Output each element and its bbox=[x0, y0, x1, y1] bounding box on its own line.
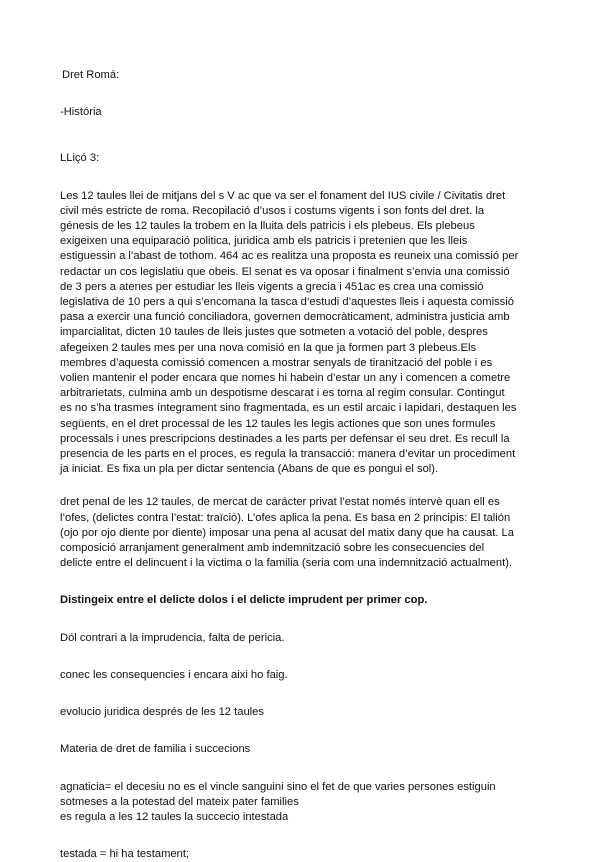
paragraph-line: (ojo por ojo diente por diente) imposar una pena al acusat del matix dany que ha causat. La bbox=[60, 526, 515, 539]
document-page bbox=[60, 68, 530, 862]
paragraph-agnaticia bbox=[60, 780, 530, 826]
paragraph-line: estiguessin a l’abast de tothom. 464 ac es realitza una proposta es reuneix una comissió per bbox=[60, 250, 519, 263]
paragraph-line: sotmeses a la potestad del mateix pater families bbox=[60, 795, 299, 808]
paragraph-line: es no s’ha trasmes íntegrament sino fragmentada, es un estil arcaic i lapidari, destaquen les bbox=[60, 402, 517, 415]
paragraph-line: següents, en el dret processal de les 12 taules les legis actiones que son unes formules bbox=[60, 417, 496, 430]
paragraph-line: génesis de les 12 taules la trobem en la lluita dels patricis i els plebeus. Els plebeus bbox=[60, 220, 475, 233]
paragraph-line: legislativa de 10 pers a qui s’encomana la tasca d’estudi d’aquestes lleis i aquesta comissió bbox=[60, 296, 514, 309]
paragraph-line: civil més estricte de roma. Recopilació d’usos i costums vigents i son fonts del dret. la bbox=[60, 204, 485, 217]
paragraph-line: imparcialitat, dicten 10 taules de lleis justes que sotmeten a votació del poble, despres bbox=[60, 326, 488, 339]
paragraph-line: pasa a exercir una funció conciliadora, governen democràticament, administra justicia amb bbox=[60, 311, 510, 324]
line-conec: conec les consequencies i encara aixi ho faig. bbox=[60, 668, 288, 681]
paragraph-line: agnaticia= el decesiu no es el vincle sanguini sino el fet de que varies persones estiguin bbox=[60, 780, 496, 793]
bold-heading: Distingeix entre el delicte dolos i el delicte imprudent per primer cop. bbox=[60, 594, 428, 607]
document-title: Dret Romá: bbox=[62, 69, 120, 81]
paragraph-line: ja iniciat. Es fixa un pla per dictar sentencia (Abans de que es pongui el sol). bbox=[60, 463, 439, 476]
paragraph-line: membres d’aquesta comissió comencen a mostrar senyals de tiranització del poble i es bbox=[60, 356, 493, 369]
paragraph-line: exigeixen una equiparació politica, juridica amb els patricis i pretenien que les lleis bbox=[60, 235, 468, 248]
paragraph-line: presencia de les parts en el proces, es regula la transacció: manera d’evitar un procediment bbox=[60, 448, 516, 461]
paragraph-line: es regula a les 12 taules la succecio intestada bbox=[60, 810, 289, 823]
paragraph-line: l’ofes, (delictes contra l’estat: traïció). L’ofes aplica la pena. Es basa en 2 principis: El talión bbox=[60, 511, 511, 524]
lesson-heading: LLiçó 3: bbox=[60, 152, 100, 165]
paragraph-line: composició arranjament generalment amb indemnització sobre les consecuencies del bbox=[60, 542, 485, 555]
paragraph-line: redactar un cos legislatiu que obeis. El senat es va oposar i finalment s’envia una comissió bbox=[60, 265, 510, 278]
line-materia: Materia de dret de familia i succecions bbox=[60, 743, 251, 756]
line-testada: testada = hi ha testament; bbox=[60, 848, 190, 861]
paragraph-twelve-tables bbox=[60, 189, 530, 478]
paragraph-line: afegeixen 2 taules mes per una nova comisió en la que ja formen part 3 plebeus.Els bbox=[60, 341, 477, 354]
paragraph-criminal-law bbox=[60, 495, 530, 571]
paragraph-line: dret penal de les 12 taules, de mercat de carácter privat l’estat només intervè quan ell es bbox=[60, 496, 500, 509]
paragraph-line: arbitrarietats, culmina amb un despotisme descarat i es torna al regim consular. Contingut bbox=[60, 387, 505, 400]
paragraph-line: delicte entre el delincuent i la victima o la familia (seria com una indemnització actualment). bbox=[60, 557, 513, 570]
paragraph-line: de 3 pers a atenes per estudiar les lleis vigents a grecia i 451ac es crea una comissió bbox=[60, 280, 484, 293]
line-dol: Dól contrari a la imprudencia, falta de pericia. bbox=[60, 631, 285, 644]
paragraph-line: Les 12 taules llei de mitjans del s V ac que va ser el fonament del IUS civile / Civitatis dret bbox=[60, 189, 506, 202]
paragraph-line: volien mantenir el poder encara que nomes hi habein d’estar un any i comencen a cometre bbox=[60, 372, 511, 385]
line-evolucio: evolucio juridica després de les 12 taules bbox=[60, 706, 264, 719]
paragraph-line: processals i unes prescripcions destinades a les parts per defensar el seu dret. Es recull la bbox=[60, 432, 510, 445]
document-subtitle: -História bbox=[60, 106, 102, 119]
